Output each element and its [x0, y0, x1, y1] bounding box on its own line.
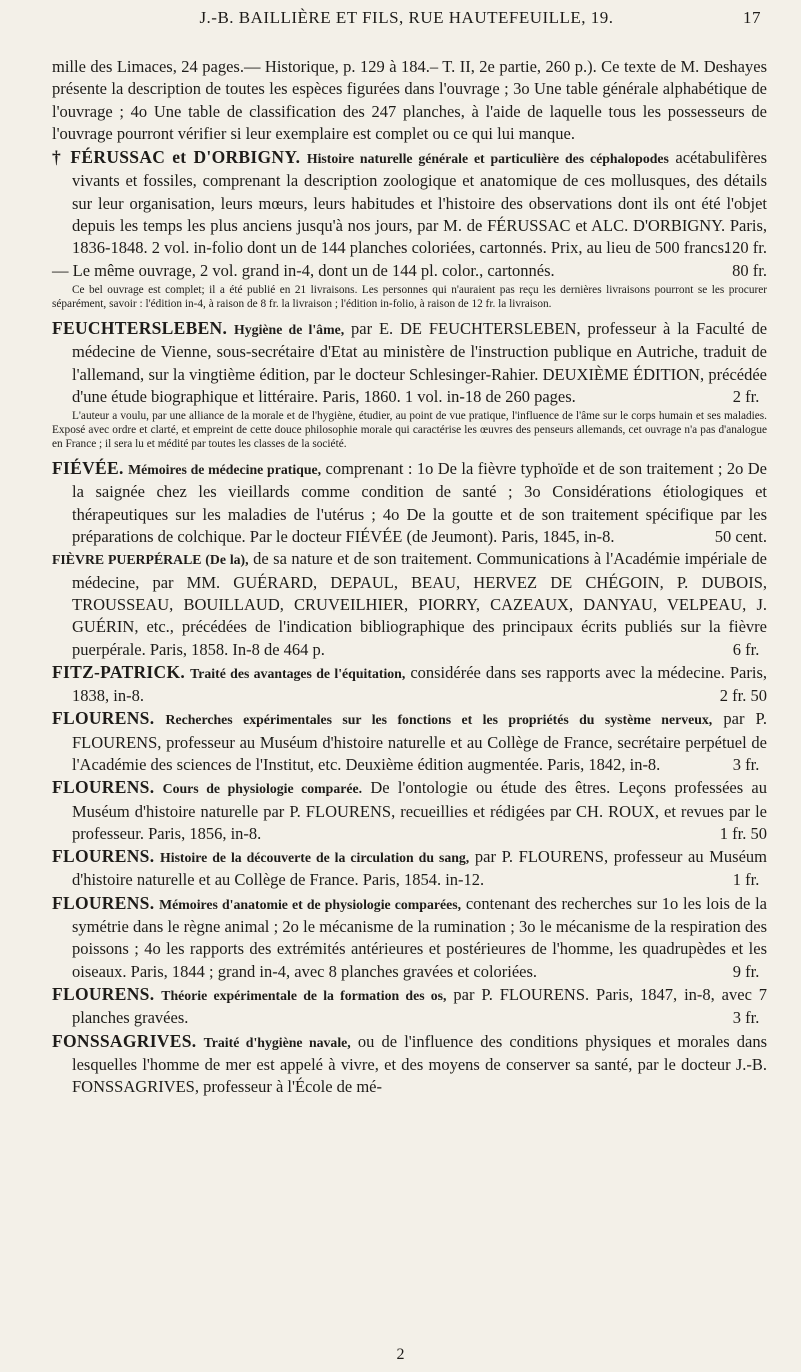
catalogue-body: [52, 56, 767, 1098]
entry-text: par P. FLOURENS, professeur au Muséum d'histoire naturelle et au Collège de France, secrétaire perpétuel de l'Académie des sciences de l'Institut, etc. Deuxième édition augmentée. Paris, 1842, in-8.: [72, 709, 768, 774]
entry-text: de sa nature et de son traitement. Communications à l'Académie impériale de médecine, par MM. GUÉRARD, DEPAUL, BEAU, HERVEZ DE CHÉGOIN, P. DUBOIS, TROUSSEAU, BOUILLAUD, CRUVEILHIER, PIORRY, CAZEAUX, DANYAU, VELPEAU, J. GUÉRIN, etc., précédées de l'indication bibliographique des principaux écrits publiés sur la fièvre puerpérale. Paris, 1858. In-8 de 464 p.: [72, 549, 767, 659]
entry-text: contenant des recherches sur 1o les lois de la symétrie dans le règne animal ; 2o le mécanisme de la rumination ; 3o le mécanisme de la respiration des poissons ; 4o les rapports des extrémités antérieures et postérieures de l'homme, les quadrupèdes et les oiseaux. Paris, 1844 ; grand in-4, avec 8 planches gravées et coloriées.: [72, 893, 768, 981]
entry-fitz-patrick: [52, 661, 767, 708]
entry-author: FIÉVÉE.: [52, 458, 124, 479]
entry-title: Histoire de la découverte de la circulation du sang,: [160, 850, 470, 866]
entry-text: comprenant : 1o De la fièvre typhoïde et de son traitement ; 2o De la saignée chez les vieillards comme condition de santé ; 3o Considérations étiologiques et thérapeutiques sur les maladies de l'utérus ; 4o De la goutte et de son traitement spécifique par les préparations de colchique. Par le docteur FIÉVÉE (de Jeumont). Paris, 1845, in-8.: [72, 459, 768, 547]
entry-fonssagrives: [52, 1030, 767, 1099]
entry-price: 2 fr. 50: [719, 686, 767, 706]
entry-price: 120 fr.: [723, 238, 767, 258]
entry-author: FITZ-PATRICK.: [52, 661, 186, 682]
entry-ferussac-in4: [52, 260, 767, 282]
entry-feuchtersleben: [52, 317, 767, 408]
entry-price: 1 fr. 50: [719, 823, 767, 843]
signature-mark: 2: [396, 1346, 405, 1363]
entry-fievee: [52, 457, 767, 548]
entry-price: 2 fr.: [732, 387, 760, 407]
entry-text: par P. FLOURENS, professeur au Muséum d'histoire naturelle et au Collège de France. Paris, 1854. in-12.: [72, 847, 767, 890]
entry-price: 80 fr.: [732, 260, 767, 280]
page-number: 17: [743, 8, 761, 27]
entry-price: 6 fr.: [732, 639, 760, 659]
entry-text: 2 vol. grand in-4, dont un de 144 pl. color., cartonnés.: [199, 260, 555, 280]
entry-author: FLOURENS.: [52, 892, 155, 913]
entry-flourens-theorie: [52, 983, 767, 1030]
entry-title: Mémoires d'anatomie et de physiologie comparées,: [159, 896, 462, 912]
entry-title: Traité des avantages de l'équitation,: [190, 665, 406, 681]
entry-author: FEUCHTERSLEBEN.: [52, 318, 228, 339]
running-head: [52, 8, 761, 28]
entry-continuation: [52, 56, 767, 145]
entry-ferussac: [52, 146, 767, 259]
entry-title: Histoire naturelle générale et particulière des céphalopodes: [306, 151, 669, 167]
entry-title: Théorie expérimentale de la formation des os,: [161, 987, 447, 1003]
entry-flourens-recherches: [52, 707, 767, 776]
entry-author: FLOURENS.: [52, 846, 155, 867]
entry-title: Mémoires de médecine pratique,: [128, 462, 322, 478]
entry-fievre-puerperale: [52, 548, 767, 660]
entry-title: Recherches expérimentales sur les fonctions et les propriétés du système nerveux,: [165, 712, 713, 728]
entry-price: 3 fr.: [732, 754, 760, 774]
entry-flourens-memoires: [52, 892, 767, 983]
entry-note: Ce bel ouvrage est complet; il a été publié en 21 livraisons. Les personnes qui n'auraient pas reçu les dernières livraisons pourront se les procurer séparément, savoir : l'édition in-4, à raison de 8 fr. la livraison ; l'édition in-folio, à raison de 12 fr. la livraison.: [52, 283, 767, 310]
entry-author: — Le même ouvrage,: [52, 260, 196, 280]
entry-flourens-cours: [52, 776, 767, 845]
entry-text: De l'ontologie ou étude des êtres. Leçons professées au Muséum d'histoire naturelle par P. FLOURENS, recueillies et rédigées par CH. ROUX, et revues par le professeur. Paris, 1856, in-8.: [72, 778, 768, 843]
entry-text: par E. DE FEUCHTERSLEBEN, professeur à la Faculté de médecine de Vienne, sous-secrétaire d'Etat au ministère de l'instruction publique en Autriche, traduit de l'allemand, sur la vingtième édition, par le docteur Schlesinger-Rahier. DEUXIÈME ÉDITION, précédée d'une étude biographique et littéraire. Paris, 1860. 1 vol. in-18 de 260 pages.: [72, 319, 768, 407]
entry-price: 1 fr.: [732, 870, 760, 890]
running-head-title: J.-B. BAILLIÈRE ET FILS, RUE HAUTEFEUILLE, 19.: [199, 8, 614, 27]
entry-text: considérée dans ses rapports avec la médecine. Paris, 1838, in-8.: [72, 662, 767, 706]
entry-title: Traité d'hygiène navale,: [203, 1034, 351, 1050]
entry-author: FLOURENS.: [52, 983, 155, 1004]
entry-title: Hygiène de l'âme,: [234, 322, 345, 338]
entry-text: acétabulifères vivants et fossiles, comprenant la description zoologique et anatomique de ces mollusques, des détails sur leur organisation, leurs mœurs, leurs habitudes et l'histoire des observations dont ils ont été l'objet depuis les temps les plus anciens jusqu'à nos jours, par M. de FÉRUSSAC et ALC. D'ORBIGNY. Paris, 1836-1848. 2 vol. in-folio dont un de 144 planches coloriées, cartonnés. Prix, au lieu de 500 francs.: [72, 148, 767, 258]
entry-author: FLOURENS.: [52, 708, 155, 729]
entry-text: par P. FLOURENS. Paris, 1847, in-8, avec 7 planches gravées.: [72, 984, 768, 1028]
entry-note: L'auteur a voulu, par une alliance de la morale et de l'hygiène, étudier, au point de vue pratique, l'influence de l'âme sur le corps humain et ses maladies. Exposé avec ordre et clarté, et empreint de cette douce philosophie morale qui caractérise les œuvres des penseurs allemands, cet ouvrage n'a pas d'analogue en France ; il sera lu et médité par toutes les classes de la société.: [52, 410, 767, 450]
entry-author: FIÈVRE PUERPÉRALE (De la),: [52, 552, 249, 568]
entry-author: † FÉRUSSAC et D'ORBIGNY.: [52, 147, 301, 168]
entry-title: Cours de physiologie comparée.: [162, 781, 363, 797]
entry-price: 50 cent.: [714, 527, 767, 547]
entry-flourens-circulation: [52, 845, 767, 892]
entry-text: mille des Limaces, 24 pages.— Historique, p. 129 à 184.– T. II, 2e partie, 260 p.). Ce texte de M. Deshayes présente la description de toutes les espèces figurées dans l'ouvrage ; 3o Une table générale alphabétique de l'ouvrage ; 4o Une table de classification des 247 planches, à l'aide de laquelle tous les possesseurs de l'ouvrage pourront vérifier si leur exemplaire est complet ou ce qui lui manque.: [52, 57, 767, 143]
entry-author: FONSSAGRIVES.: [52, 1030, 197, 1051]
entry-price: 3 fr.: [732, 1008, 760, 1028]
entry-text: ou de l'influence des conditions physiques et morales dans lesquelles l'homme de mer est appelé à vivre, et des moyens de conserver sa santé, par le docteur J.-B. FONSSAGRIVES, professeur à l'École de mé-: [72, 1031, 768, 1097]
entry-price: 9 fr.: [732, 961, 760, 981]
entry-author: FLOURENS.: [52, 777, 155, 798]
